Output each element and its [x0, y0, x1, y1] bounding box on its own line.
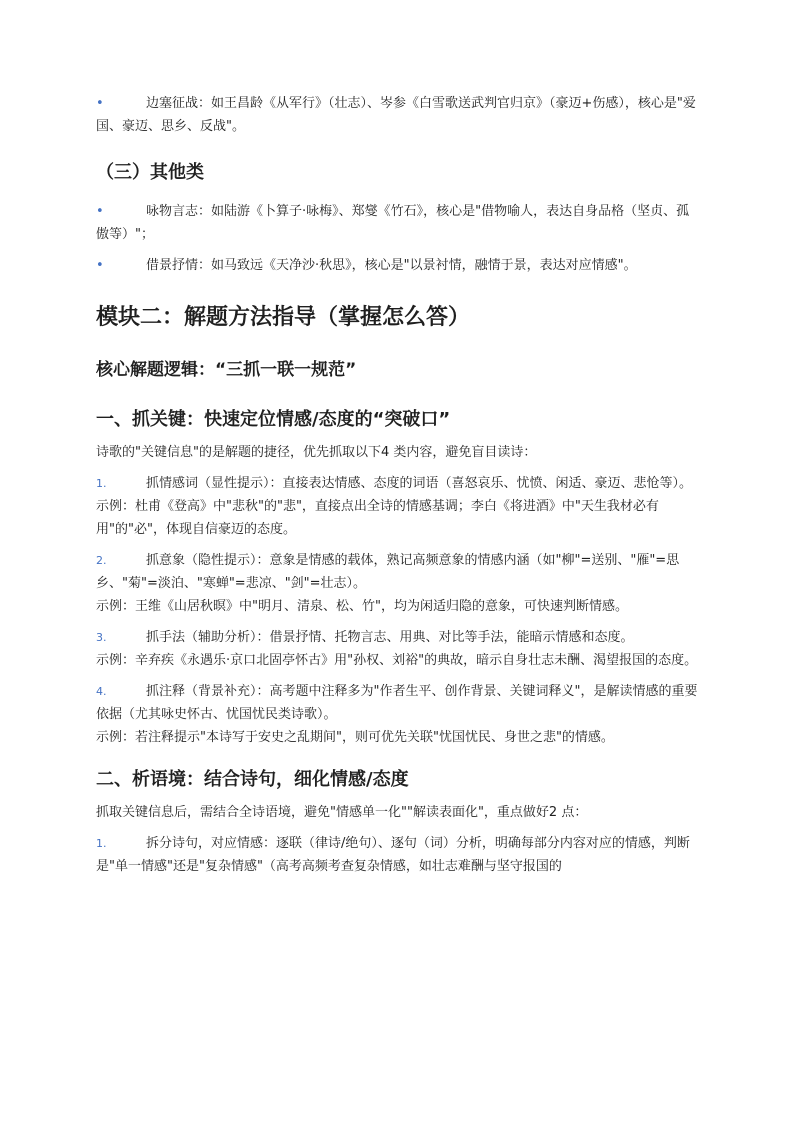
list-item-text: 咏物言志：如陆游《卜算子·咏梅》、郑燮《竹石》，核心是"借物喻人，表达自身品格（坚贞、孤傲等）"； — [96, 204, 690, 242]
list-item-text: 边塞征战：如王昌龄《从军行》（壮志）、岑参《白雪歌送武判官归京》（豪迈+伤感），核心是"爱国、豪迈、思乡、反战"。 — [96, 96, 696, 134]
number-marker: 1. — [96, 837, 107, 850]
bullet-marker: • — [96, 96, 104, 111]
list-item-annotations — [96, 680, 702, 726]
module-title: 模块二：解题方法指导（掌握怎么答） — [96, 305, 471, 330]
list-item-text: 抓意象（隐性提示）：意象是情感的载体，熟记高频意象的情感内涵（如"柳"=送别、"雁"=思乡、"菊"=淡泊、"寒蝉"=悲凉、"剑"=壮志）。 — [96, 553, 680, 591]
number-marker: 2. — [96, 554, 107, 567]
section-heading-other: （三）其他类 — [96, 162, 204, 183]
list-item-text: 借景抒情：如马致远《天净沙·秋思》，核心是"以景衬情，融情于景，表达对应情感"。 — [146, 258, 637, 273]
list-item-techniques — [96, 626, 702, 649]
example-text: 示例：若注释提示"本诗写于安史之乱期间"，则可优先关联"忧国忧民、身世之悲"的情感。 — [96, 730, 614, 745]
list-item-frontier — [96, 92, 702, 138]
example-text: 示例：王维《山居秋暝》中"明月、清泉、松、竹"，均为闲适归隐的意象，可快速判断情感。 — [96, 599, 628, 614]
list-item-object-aspiration — [96, 200, 702, 246]
section-heading-grasp-key: 一、抓关键：快速定位情感/态度的“突破口” — [96, 409, 451, 430]
list-item-emotion-words — [96, 472, 702, 495]
list-item-scene-emotion — [96, 254, 702, 277]
example-text: 示例：辛弃疾《永遇乐·京口北固亭怀古》用"孙权、刘裕"的典故，暗示自身壮志未酬、渴望报国的态度。 — [96, 653, 698, 668]
list-item-text: 抓注释（背景补充）：高考题中注释多为"作者生平、创作背景、关键词释义"，是解读情感的重要依据（尤其咏史怀古、忧国忧民类诗歌）。 — [96, 684, 698, 722]
list-item-text: 抓手法（辅助分析）：借景抒情、托物言志、用典、对比等手法，能暗示情感和态度。 — [146, 630, 634, 645]
bullet-marker: • — [96, 204, 104, 219]
core-logic-heading: 核心解题逻辑：“三抓一联一规范” — [96, 360, 357, 380]
list-item-imagery — [96, 549, 702, 595]
section-heading-context: 二、析语境：结合诗句，细化情感/态度 — [96, 769, 409, 790]
section-intro: 诗歌的"关键信息"的是解题的捷径，优先抓取以下4 类内容，避免盲目读诗： — [96, 445, 537, 460]
example-text: 示例：杜甫《登高》中"悲秋"的"悲"，直接点出全诗的情感基调；李白《将进酒》中"天生我材必有用"的"必"，体现自信豪迈的态度。 — [96, 499, 659, 537]
list-item-text: 抓情感词（显性提示）：直接表达情感、态度的词语（喜怒哀乐、忧愤、闲适、豪迈、悲怆等）。 — [146, 476, 693, 491]
number-marker: 1. — [96, 477, 107, 490]
list-item-text: 拆分诗句，对应情感：逐联（律诗/绝句）、逐句（词）分析，明确每部分内容对应的情感，判断是"单一情感"还是"复杂情感"（高考高频考查复杂情感，如壮志难酬与坚守报国的 — [96, 836, 690, 874]
document-page — [96, 92, 702, 878]
number-marker: 3. — [96, 631, 107, 644]
number-marker: 4. — [96, 685, 107, 698]
list-item-split-lines — [96, 832, 702, 878]
section-intro: 抓取关键信息后，需结合全诗语境，避免"情感单一化""解读表面化"，重点做好2 点： — [96, 805, 588, 820]
bullet-marker: • — [96, 258, 104, 273]
